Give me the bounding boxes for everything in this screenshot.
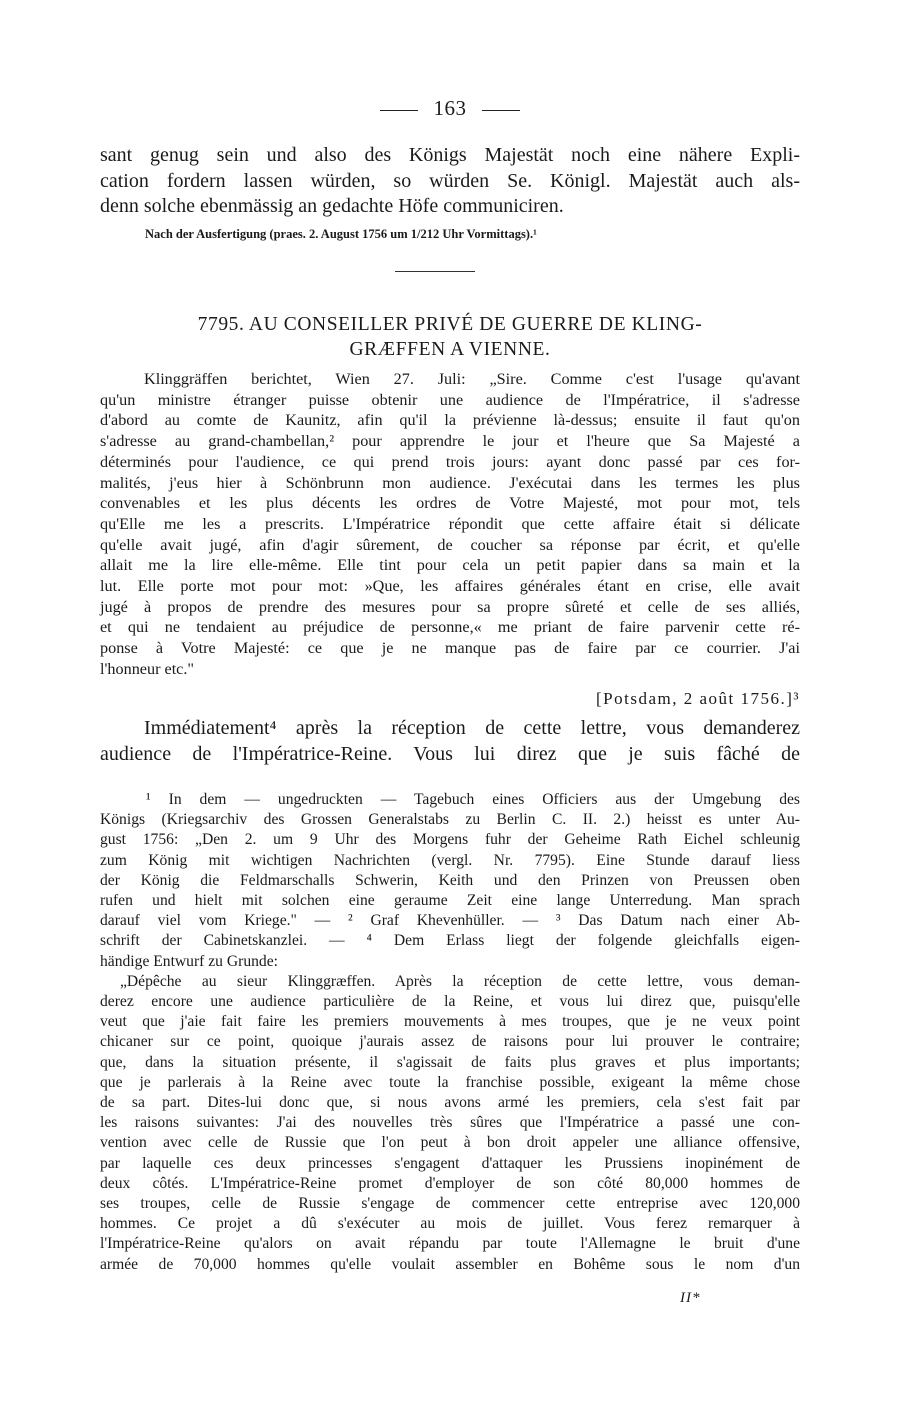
main-line: Immédiatement⁴ après la réception de cette lettre, vous demanderez [144, 717, 800, 739]
footnote-line: zum König mit wichtigen Nachrichten (vergl. Nr. 7795). Eine Stunde darauf liess [100, 851, 800, 869]
footnote-line: les raisons suivantes: J'ai des nouvelles très sûres que l'Impératrice a passé une con- [100, 1114, 800, 1132]
letter-heading [100, 312, 800, 362]
section-divider [395, 271, 475, 272]
dateline: [Potsdam, 2 août 1756.]³ [596, 689, 800, 708]
letter-line: s'adresse au grand-chambellan,² pour apprendre le jour et l'heure que Sa Majesté a [100, 432, 800, 451]
header-dash-right [482, 110, 520, 111]
footnote-line: deux côtés. L'Impératrice-Reine promet d'employer de son côté 80,000 hommes de [100, 1174, 800, 1192]
footnote-line: vention avec celle de Russie que l'on peut à bon droit appeler une alliance offensive, [100, 1134, 800, 1152]
letter-line: allait me la lire elle-même. Elle tint pour cela un petit papier dans sa main et la [100, 556, 800, 575]
letter-line: et qui ne tendaient au préjudice de personne,« me priant de faire parvenir cette ré- [100, 618, 800, 637]
header-dash-left [380, 110, 418, 111]
letter-line: déterminés pour l'audience, ce qui prend trois jours: ayant donc passé par ces for- [100, 452, 800, 471]
footnote-line: que, dans la situation présente, il s'agissait de faits plus graves et plus importants; [100, 1053, 800, 1071]
letter-line: Klinggräffen berichtet, Wien 27. Juli: „Sire. Comme c'est l'usage qu'avant [144, 370, 800, 388]
footnote-line: gust 1756: „Den 2. um 9 Uhr des Morgens fuhr der Geheime Rath Eichel schleunig [100, 831, 800, 849]
letter-line: lut. Elle porte mot pour mot: »Que, les affaires générales étant en crise, elle avait [100, 577, 800, 596]
main-line: audience de l'Impératrice-Reine. Vous lui direz que je suis fâché de [100, 743, 800, 765]
footnote-line: Königs (Kriegsarchiv des Grossen Generalstabs zu Berlin C. II. 2.) heisst es unter Au- [100, 811, 800, 829]
footnote-line: der König die Feldmarschalls Schwerin, Keith und den Prinzen von Preussen oben [100, 871, 800, 889]
text-line: cation fordern lassen würden, so würden Se. Königl. Majestät auch als- [100, 169, 800, 192]
letter-line: convenables et les plus décents les ordres de Votre Majesté, mot pour mot, tels [100, 494, 800, 513]
footnote-line: „Dépêche au sieur Klinggræffen. Après la réception de cette lettre, vous deman- [120, 972, 800, 990]
letter-line: l'honneur etc." [100, 659, 195, 678]
footnote-line: derez encore une audience particulière de la Reine, et vous lui direz que, puisqu'elle [100, 993, 800, 1011]
footnote-line: schrift der Cabinetskanzlei. — ⁴ Dem Erlass liegt der folgende gleichfalls eigen- [100, 932, 800, 950]
page-header [0, 96, 900, 121]
signature-mark: II* [680, 1290, 701, 1306]
heading-line-1: 7795. AU CONSEILLER PRIVÉ DE GUERRE DE KLING- [197, 314, 703, 335]
footnote-line: veut que j'aie fait faire les premiers mouvements à mes troupes, que je ne veux point [100, 1013, 800, 1031]
letter-line: qu'un ministre étranger puisse obtenir une audience de l'Impératrice, il s'adresse [100, 390, 800, 409]
footnote-line: rufen und hielt mit solchen eine geraume Zeit eine lange Unterredung. Man sprach [100, 892, 800, 910]
page-number: 163 [433, 96, 467, 120]
letter-line: qu'Elle me les a prescrits. L'Impératrice répondit que cette affaire était si délicate [100, 514, 800, 533]
heading-line-2: GRÆFFEN A VIENNE. [349, 339, 551, 360]
footnote-line: que je parlerais à la Reine avec toute la franchise possible, exigeant la même chose [100, 1073, 800, 1091]
footnote-line: armée de 70,000 hommes qu'elle voulait assembler en Bohême sous le nom d'un [100, 1255, 800, 1273]
main-paragraph [100, 715, 800, 767]
source-note-text: Nach der Ausfertigung (praes. 2. August 1756 um 1/212 Uhr Vormittags).¹ [145, 227, 537, 241]
continued-paragraph [100, 143, 800, 220]
footnote-line: de sa part. Dites-lui donc que, si nous avons armé les premiers, cela s'est fait par [100, 1094, 800, 1112]
footnote-line: händige Entwurf zu Grunde: [100, 952, 278, 970]
footnote-line: l'Impératrice-Reine qu'alors on avait répandu par toute l'Allemagne le bruit d'une [100, 1235, 800, 1253]
footnotes [100, 790, 800, 1275]
text-line: denn solche ebenmässig an gedachte Höfe communiciren. [100, 195, 564, 217]
footnote-line: par laquelle ces deux princesses s'engagent d'attaquer les Prussiens inopinément de [100, 1154, 800, 1172]
letter-line: ponse à Votre Majesté: ce que je ne manque pas de faire par ce courrier. J'ai [100, 639, 800, 658]
letter-line: d'abord au comte de Kaunitz, afin qu'il la prévienne là-dessus; ensuite il faut qu'on [100, 411, 800, 430]
letter-line: qu'elle avait jugé, afin d'agir sûrement, de coucher sa réponse par écrit, et qu'elle [100, 535, 800, 554]
source-note [145, 226, 800, 242]
report-summary [100, 369, 800, 680]
text-line: sant genug sein und also des Königs Majestät noch eine nähere Expli- [100, 144, 800, 166]
footnote-line: ¹ In dem — ungedruckten — Tagebuch eines Officiers aus der Umgebung des [146, 791, 800, 808]
letter-line: malités, j'eus hier à Schönbrunn mon audience. J'exécutai dans les termes les plus [100, 473, 800, 492]
footnote-line: ses troupes, celle de Russie s'engage de commencer cette entreprise avec 120,000 [100, 1195, 800, 1213]
footnote-line: chicaner sur ce point, quoique j'aurais assez de raisons pour lui prouver le contraire; [100, 1033, 800, 1051]
footnote-line: darauf viel vom Kriege." — ² Graf Khevenhüller. — ³ Das Datum nach einer Ab- [100, 912, 800, 930]
footnote-line: hommes. Ce projet a dû s'exécuter au mois de juillet. Vous ferez remarquer à [100, 1215, 800, 1233]
letter-line: jugé à propos de prendre des mesures pour sa propre sûreté et celle de ses alliés, [100, 597, 800, 616]
